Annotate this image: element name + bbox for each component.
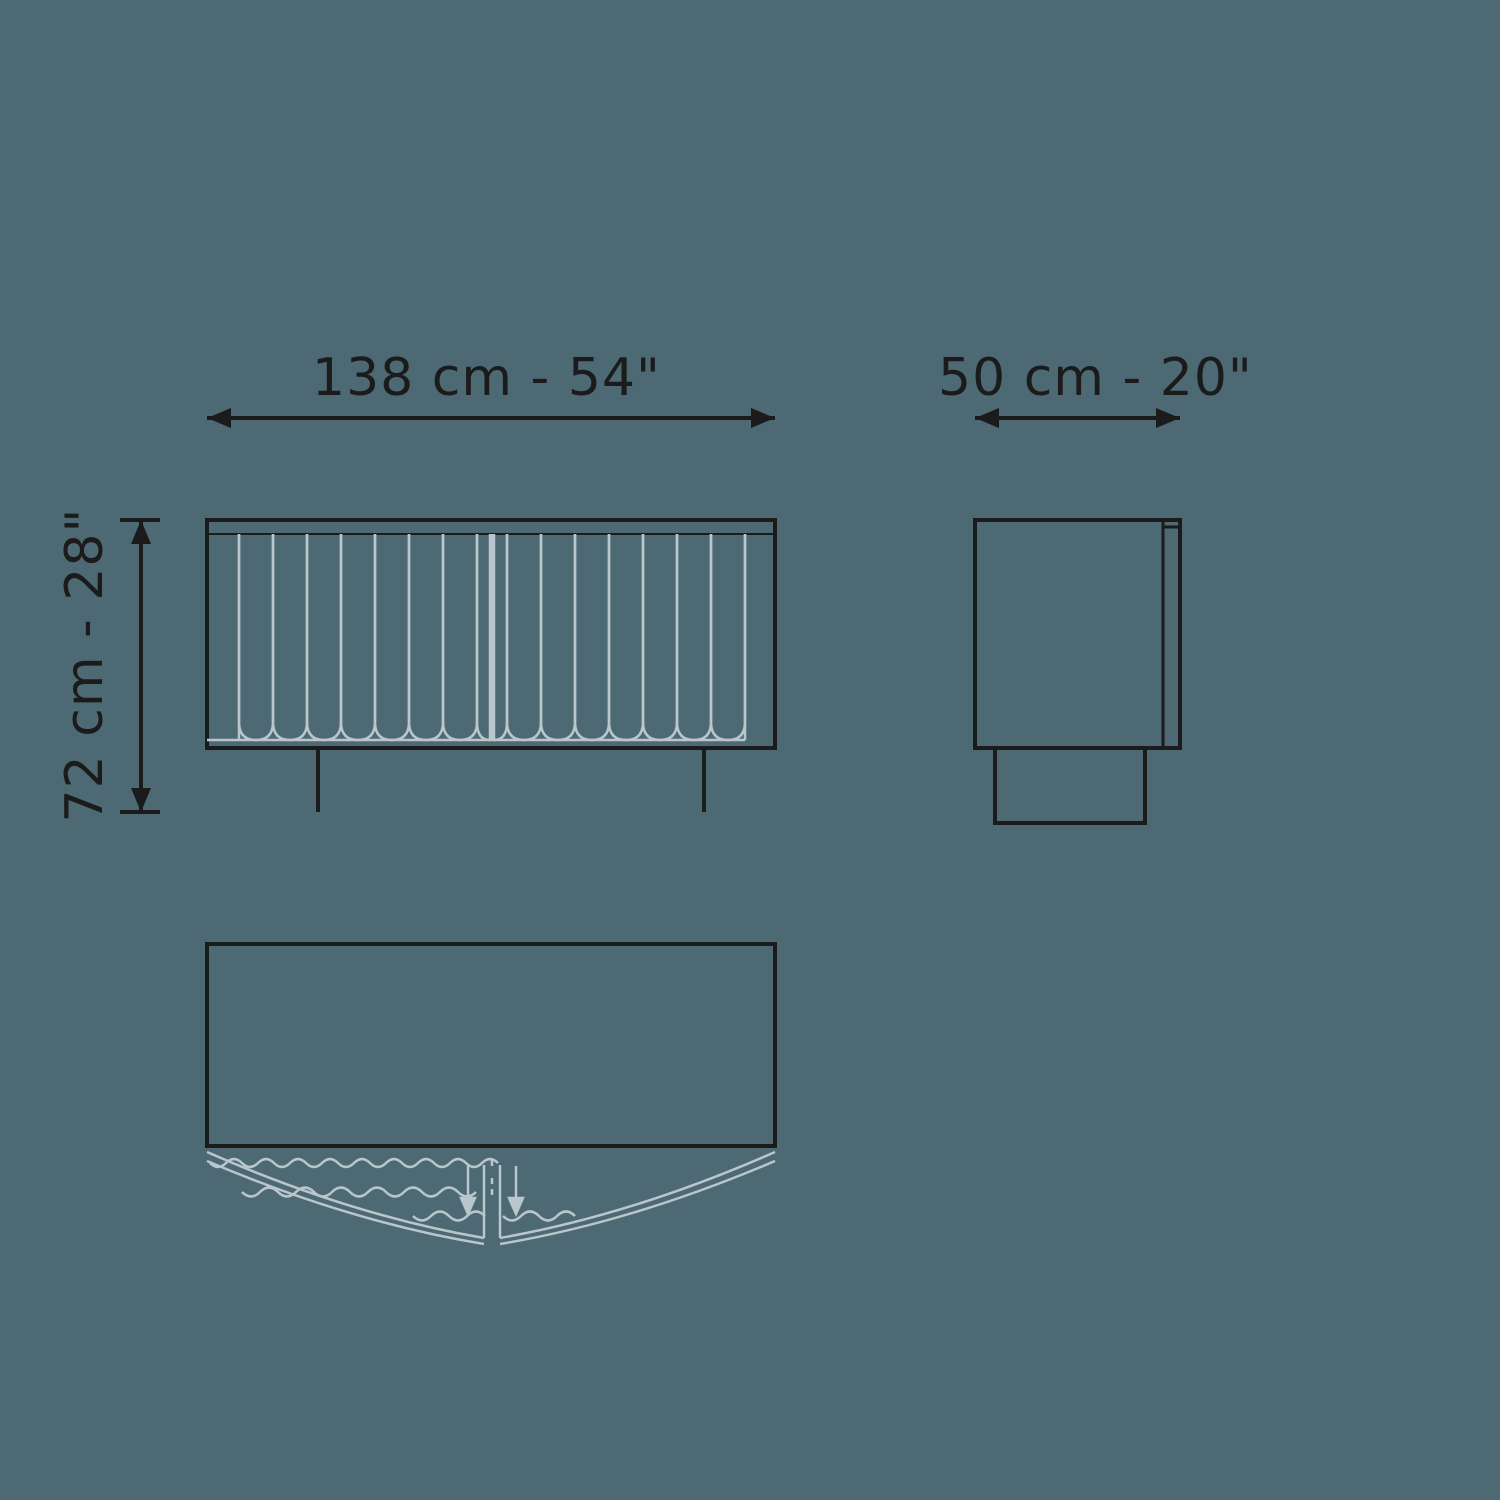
width-dimension-label: 138 cm - 54" <box>312 348 661 408</box>
front-legs <box>318 748 704 812</box>
height-dimension-label: 72 cm - 28" <box>55 507 115 823</box>
top-plan-view <box>207 944 775 1244</box>
opening-direction-arrows <box>461 1160 523 1214</box>
depth-dimension-label: 50 cm - 20" <box>938 348 1253 408</box>
front-elevation-view <box>207 520 775 812</box>
depth-dimension-arrow <box>975 408 1180 428</box>
side-elevation-view <box>975 520 1180 823</box>
fluted-panel-grooves <box>207 534 745 740</box>
height-dimension-arrow <box>120 520 160 812</box>
width-dimension-arrow <box>207 408 775 428</box>
